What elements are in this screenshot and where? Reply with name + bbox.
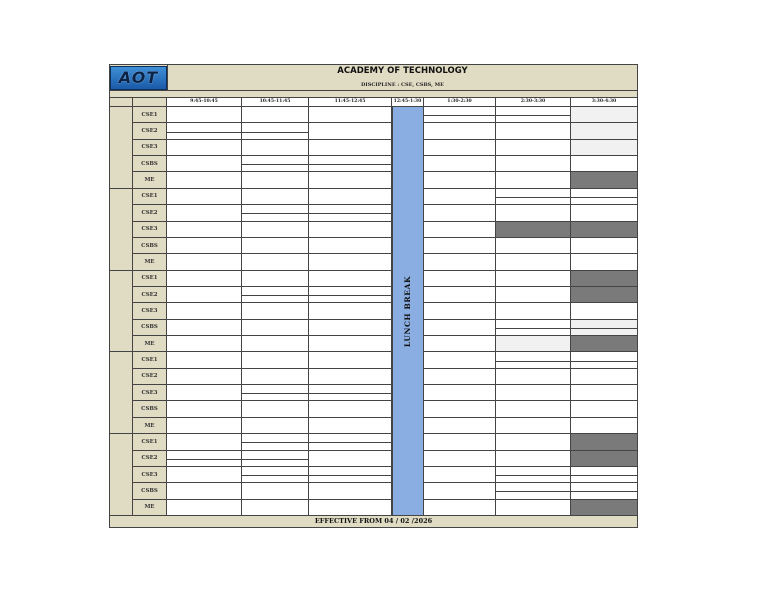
timetable-cell[interactable]: [424, 320, 496, 336]
timetable-cell[interactable]: [242, 418, 309, 434]
timetable-cell[interactable]: [309, 418, 392, 434]
timetable-cell[interactable]: [571, 303, 638, 319]
timetable-cell[interactable]: [571, 222, 638, 238]
timetable-cell[interactable]: [167, 320, 242, 336]
timetable-cell[interactable]: [571, 401, 638, 417]
section-label: CSE2: [133, 123, 167, 139]
section-label: ME: [133, 418, 167, 434]
section-label: CSE3: [133, 140, 167, 156]
timetable-cell[interactable]: [167, 172, 242, 188]
timetable-cell[interactable]: [242, 352, 309, 368]
header-spacer-row: [109, 91, 638, 98]
timetable-cell[interactable]: [424, 303, 496, 319]
page-title: ACADEMY OF TECHNOLOGY: [337, 66, 468, 76]
section-label: CSE2: [133, 287, 167, 303]
timetable-cell[interactable]: [424, 385, 496, 401]
timetable-cell[interactable]: [571, 418, 638, 434]
timetable-cell[interactable]: [424, 123, 496, 139]
timetable-cell[interactable]: [242, 254, 309, 270]
timetable-cell[interactable]: [571, 238, 638, 254]
timetable-cell[interactable]: [496, 418, 571, 434]
timetable-cell[interactable]: [496, 205, 571, 221]
timetable-cell[interactable]: [167, 222, 242, 238]
timetable-cell[interactable]: [309, 140, 392, 156]
timetable-cell[interactable]: [167, 483, 242, 499]
time-slot-header: 1:30-2:30: [424, 98, 496, 107]
timetable-cell[interactable]: [242, 238, 309, 254]
time-slot-header: 2:30-3:30: [496, 98, 571, 107]
timetable-cell[interactable]: [496, 254, 571, 270]
timetable-cell[interactable]: [571, 336, 638, 352]
timetable-cell[interactable]: [571, 205, 638, 221]
cell-divider: [496, 361, 638, 362]
timetable-cell[interactable]: [242, 222, 309, 238]
timetable-cell[interactable]: [167, 303, 242, 319]
timetable-cell[interactable]: [167, 254, 242, 270]
logo-badge: [110, 66, 167, 90]
timetable-cell[interactable]: [242, 303, 309, 319]
header-section-cell: [133, 98, 167, 107]
timetable-cell[interactable]: [309, 238, 392, 254]
cell-divider: [424, 115, 571, 116]
section-label: CSE2: [133, 369, 167, 385]
timetable-cell[interactable]: [167, 271, 242, 287]
section-label: ME: [133, 254, 167, 270]
cell-divider: [242, 295, 392, 296]
timetable-cell[interactable]: [242, 140, 309, 156]
timetable-cell[interactable]: [167, 287, 242, 303]
timetable-cell[interactable]: [242, 107, 309, 123]
timetable-cell[interactable]: [167, 336, 242, 352]
timetable-cell[interactable]: [242, 320, 309, 336]
section-label: CSE2: [133, 451, 167, 467]
timetable-cell[interactable]: [496, 401, 571, 417]
timetable-cell[interactable]: [571, 140, 638, 156]
cell-divider: [496, 475, 638, 476]
timetable-cell[interactable]: [424, 401, 496, 417]
cell-divider: [496, 328, 638, 329]
timetable-cell[interactable]: [424, 467, 496, 483]
section-label: CSBS: [133, 401, 167, 417]
timetable-cell[interactable]: [242, 271, 309, 287]
timetable-cell[interactable]: [496, 369, 571, 385]
timetable-cell[interactable]: [309, 483, 392, 499]
timetable-cell[interactable]: [424, 189, 496, 205]
timetable-cell[interactable]: [424, 156, 496, 172]
timetable-cell[interactable]: [571, 500, 638, 516]
timetable-cell[interactable]: [309, 107, 392, 123]
timetable-cell[interactable]: [571, 385, 638, 401]
section-label: CSE1: [133, 189, 167, 205]
timetable-cell[interactable]: [309, 500, 392, 516]
timetable-cell[interactable]: [167, 107, 242, 123]
timetable-cell[interactable]: [167, 434, 242, 450]
timetable-cell[interactable]: [309, 451, 392, 467]
timetable-cell[interactable]: [424, 500, 496, 516]
section-label: CSE3: [133, 222, 167, 238]
timetable-cell[interactable]: [242, 500, 309, 516]
timetable-cell[interactable]: [309, 401, 392, 417]
timetable-cell[interactable]: [424, 238, 496, 254]
timetable-cell[interactable]: [242, 483, 309, 499]
cell-divider: [242, 164, 392, 165]
timetable-cell[interactable]: [496, 140, 571, 156]
timetable-cell[interactable]: [496, 451, 571, 467]
effective-date-footer: EFFECTIVE FROM 04 / 02 /2026: [109, 516, 638, 528]
timetable-cell[interactable]: [424, 418, 496, 434]
timetable-cell[interactable]: [167, 369, 242, 385]
timetable-cell[interactable]: [496, 271, 571, 287]
time-slot-header: 9:45-10:45: [167, 98, 242, 107]
timetable-cell[interactable]: [167, 385, 242, 401]
timetable-cell[interactable]: [167, 140, 242, 156]
timetable-cell[interactable]: [242, 189, 309, 205]
timetable-cell[interactable]: [424, 451, 496, 467]
lunch-break-label: LUNCH BREAK: [403, 275, 413, 347]
timetable-cell[interactable]: [167, 189, 242, 205]
day-cell: [109, 434, 133, 516]
timetable-cell[interactable]: [496, 172, 571, 188]
logo-text: AOT: [118, 68, 159, 87]
timetable-cell[interactable]: [424, 140, 496, 156]
timetable-cell[interactable]: [496, 156, 571, 172]
timetable-cell[interactable]: [571, 156, 638, 172]
timetable-cell[interactable]: [424, 254, 496, 270]
timetable-cell[interactable]: [309, 254, 392, 270]
timetable-cell[interactable]: [424, 352, 496, 368]
cell-divider: [242, 442, 392, 443]
timetable-cell[interactable]: [309, 320, 392, 336]
timetable-cell[interactable]: [424, 205, 496, 221]
timetable-cell[interactable]: [496, 385, 571, 401]
timetable-cell[interactable]: [309, 303, 392, 319]
section-label: CSE1: [133, 271, 167, 287]
timetable-cell[interactable]: [424, 222, 496, 238]
timetable-cell[interactable]: [496, 500, 571, 516]
section-label: CSE3: [133, 467, 167, 483]
timetable-cell[interactable]: [242, 401, 309, 417]
timetable-cell[interactable]: [167, 205, 242, 221]
time-slot-header: 10:45-11:45: [242, 98, 309, 107]
timetable-cell[interactable]: [242, 336, 309, 352]
timetable-cell[interactable]: [167, 467, 242, 483]
timetable-cell[interactable]: [167, 156, 242, 172]
timetable-cell[interactable]: [571, 287, 638, 303]
time-slot-header: 11:45-12:45: [309, 98, 392, 107]
timetable-cell[interactable]: [167, 418, 242, 434]
timetable-cell[interactable]: [167, 401, 242, 417]
timetable-cell[interactable]: [571, 172, 638, 188]
timetable-cell[interactable]: [496, 287, 571, 303]
cell-divider: [242, 475, 392, 476]
section-label: CSE1: [133, 434, 167, 450]
cell-divider: [496, 197, 638, 198]
timetable-cell[interactable]: [424, 483, 496, 499]
timetable-sheet: [109, 64, 638, 528]
section-label: CSE1: [133, 107, 167, 123]
timetable-cell[interactable]: [496, 222, 571, 238]
timetable-cell[interactable]: [167, 352, 242, 368]
timetable-cell[interactable]: [424, 369, 496, 385]
timetable-cell[interactable]: [571, 254, 638, 270]
cell-divider: [242, 393, 392, 394]
timetable-cell[interactable]: [424, 172, 496, 188]
section-label: CSE2: [133, 205, 167, 221]
timetable-cell[interactable]: [571, 451, 638, 467]
section-label: ME: [133, 172, 167, 188]
timetable-cell[interactable]: [309, 271, 392, 287]
header-day-cell: [109, 98, 133, 107]
timetable-cell[interactable]: [309, 336, 392, 352]
section-label: CSE3: [133, 385, 167, 401]
section-label: CSE1: [133, 352, 167, 368]
section-label: CSBS: [133, 156, 167, 172]
timetable-cell[interactable]: [309, 222, 392, 238]
lunch-break-column: [392, 107, 424, 516]
timetable-cell[interactable]: [571, 107, 638, 123]
day-cell: [109, 271, 133, 353]
timetable-cell[interactable]: [309, 123, 392, 139]
aot-logo-icon: [109, 64, 168, 91]
timetable-cell[interactable]: [242, 172, 309, 188]
timetable-cell[interactable]: [309, 369, 392, 385]
section-label: CSBS: [133, 238, 167, 254]
section-label: ME: [133, 336, 167, 352]
timetable-cell[interactable]: [571, 369, 638, 385]
cell-divider: [242, 213, 392, 214]
section-label: CSE3: [133, 303, 167, 319]
timetable-cell[interactable]: [309, 352, 392, 368]
section-label: CSBS: [133, 320, 167, 336]
timetable-cell[interactable]: [242, 369, 309, 385]
timetable-cell[interactable]: [496, 434, 571, 450]
timetable-cell[interactable]: [571, 434, 638, 450]
timetable-cell[interactable]: [424, 434, 496, 450]
timetable-cell[interactable]: [167, 500, 242, 516]
time-slot-header: 3:30-4:30: [571, 98, 638, 107]
timetable-cell[interactable]: [309, 189, 392, 205]
timetable-cell[interactable]: [496, 238, 571, 254]
title-box: [167, 64, 638, 91]
day-cell: [109, 107, 133, 189]
timetable-cell[interactable]: [424, 287, 496, 303]
cell-divider: [167, 132, 309, 133]
cell-divider: [496, 491, 638, 492]
timetable-cell[interactable]: [309, 172, 392, 188]
cell-divider: [167, 459, 309, 460]
timetable-cell[interactable]: [571, 271, 638, 287]
time-slot-header: 12:45-1:30: [392, 98, 424, 107]
timetable-cell[interactable]: [496, 336, 571, 352]
timetable-cell[interactable]: [424, 271, 496, 287]
timetable-cell[interactable]: [167, 238, 242, 254]
section-label: ME: [133, 500, 167, 516]
day-cell: [109, 189, 133, 271]
timetable-cell[interactable]: [424, 336, 496, 352]
timetable-cell[interactable]: [496, 303, 571, 319]
day-cell: [109, 352, 133, 434]
discipline-subtitle: DISCIPLINE : CSE, CSBS, ME: [361, 82, 444, 88]
timetable-cell[interactable]: [571, 123, 638, 139]
timetable-cell[interactable]: [496, 123, 571, 139]
section-label: CSBS: [133, 483, 167, 499]
